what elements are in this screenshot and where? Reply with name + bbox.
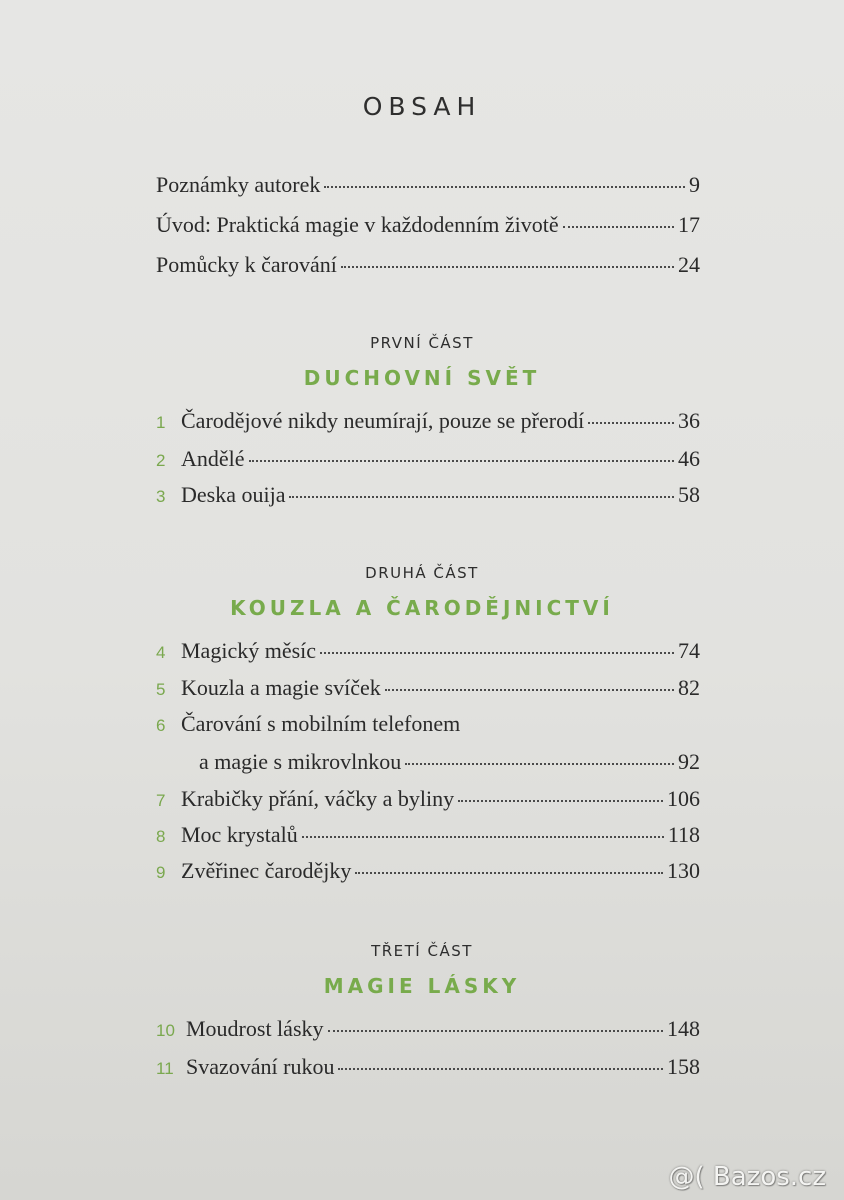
toc-title: OBSAH [362,92,482,121]
entry-page: 118 [667,822,700,847]
chapter-entry [156,711,700,745]
chapter-entry [156,638,700,672]
dot-leader [338,1068,663,1070]
dot-leader [328,1030,664,1032]
dot-leader [355,872,663,874]
chapter-entry [156,675,700,709]
part-label: PRVNÍ ČÁST [370,334,474,352]
chapter-number: 6 [156,716,166,735]
chapter-number: 5 [156,680,166,699]
chapter-entry-continued [156,749,700,783]
chapter-entry [156,1054,700,1088]
entry-page: 106 [667,786,700,811]
part-label: DRUHÁ ČÁST [365,564,479,582]
entry-label: Andělé [181,446,245,471]
entry-label: Kouzla a magie svíček [181,675,381,700]
entry-label: Zvěřinec čarodějky [181,858,352,883]
entry-page: 130 [667,858,700,883]
entry-page: 74 [678,638,700,663]
entry-label: Čarodějové nikdy neumírají, pouze se přerodí [181,408,585,433]
entry-label: Úvod: Praktická magie v každodenním životě [156,212,559,237]
entry-label: Čarování s mobilním telefonem [181,711,461,736]
dot-leader [249,460,674,462]
entry-label: Moc krystalů [181,822,298,847]
chapter-number: 4 [156,643,166,662]
toc-entry [156,212,700,246]
entry-page: 17 [678,212,700,237]
entry-page: 9 [689,172,700,197]
entry-label: Krabičky přání, váčky a byliny [181,786,455,811]
chapter-entry [156,408,700,442]
dot-leader [588,422,674,424]
chapter-number: 9 [156,863,166,882]
chapter-number: 7 [156,791,166,810]
entry-page: 24 [678,252,700,277]
chapter-entry [156,786,700,820]
dot-leader [385,689,674,691]
entry-label: Moudrost lásky [186,1016,324,1041]
entry-label: Svazování rukou [186,1054,335,1079]
entry-label: a magie s mikrovlnkou [199,749,402,774]
chapter-number: 2 [156,451,166,470]
entry-page: 58 [678,482,700,507]
chapter-entry [156,446,700,480]
toc-entry [156,172,700,206]
dot-leader [320,652,674,654]
entry-page: 82 [678,675,700,700]
entry-label: Pomůcky k čarování [156,252,337,277]
chapter-entry [156,858,700,892]
entry-page: 36 [678,408,700,433]
watermark: @( Bazos.cz [668,1162,826,1192]
chapter-number: 11 [156,1059,174,1078]
part-label: TŘETÍ ČÁST [371,942,473,960]
dot-leader [341,266,674,268]
entry-label: Magický měsíc [181,638,317,663]
entry-page: 46 [678,446,700,471]
dot-leader [324,186,685,188]
entry-label: Deska ouija [181,482,286,507]
dot-leader [458,800,663,802]
chapter-entry [156,482,700,516]
dot-leader [289,496,674,498]
chapter-number: 3 [156,487,166,506]
toc-entry [156,252,700,286]
entry-label: Poznámky autorek [156,172,321,197]
dot-leader [302,836,664,838]
part-title: KOUZLA A ČARODĚJNICTVÍ [230,596,614,620]
chapter-entry [156,1016,700,1050]
dot-leader [563,226,674,228]
chapter-entry [156,822,700,856]
entry-page: 158 [667,1054,700,1079]
entry-page: 92 [678,749,700,774]
part-title: MAGIE LÁSKY [323,974,521,998]
chapter-number: 8 [156,827,166,846]
dot-leader [405,763,674,765]
chapter-number: 10 [156,1021,175,1040]
entry-page: 148 [667,1016,700,1041]
part-title: DUCHOVNÍ SVĚT [303,366,541,390]
chapter-number: 1 [156,413,166,432]
